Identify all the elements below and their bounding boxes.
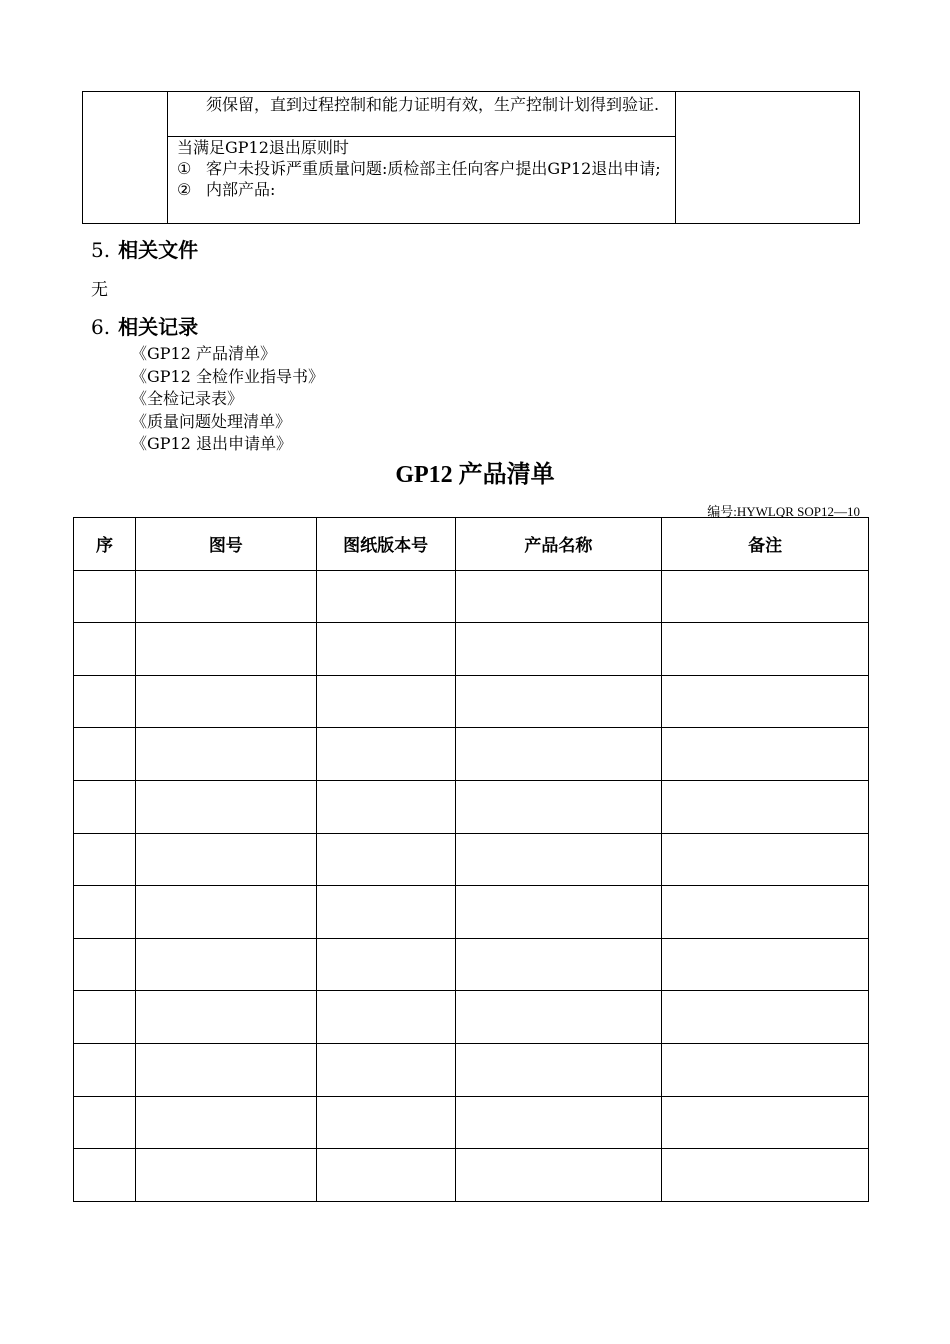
table-row [74,728,869,781]
table-cell[interactable] [316,623,455,676]
section-5-heading [91,234,198,263]
table-cell[interactable] [74,570,136,623]
table-cell[interactable] [135,938,316,991]
section-5-number: 5. [91,238,111,262]
column-header-drawing-no: 图号 [135,518,316,571]
table-cell[interactable] [74,728,136,781]
exit-item-text: 内部产品: [206,180,276,199]
table-cell[interactable] [316,675,455,728]
table-cell[interactable] [316,1043,455,1096]
form-code: 编号:HYWLQR SOP12—10 [707,504,860,519]
section-6-title: 相关记录 [118,315,199,339]
table-row [74,1149,869,1202]
table-row [74,623,869,676]
section-5-content: 无 [91,280,108,300]
table-cell[interactable] [316,886,455,939]
table-cell[interactable] [662,728,869,781]
table-cell[interactable] [74,1149,136,1202]
table-cell[interactable] [135,623,316,676]
table-cell[interactable] [455,886,662,939]
table-cell[interactable] [74,675,136,728]
table-cell[interactable] [74,780,136,833]
section-6-heading [91,311,198,340]
table-cell[interactable] [455,1149,662,1202]
table-cell[interactable] [316,570,455,623]
table-cell[interactable] [662,1149,869,1202]
exit-item-text: 客户未投诉严重质量问题:质检部主任向客户提出GP12退出申请; [206,159,661,178]
table-cell[interactable] [135,886,316,939]
exit-item [177,158,667,179]
table-row [74,675,869,728]
record-item: 《质量问题处理清单》 [131,411,292,431]
table-cell[interactable] [662,991,869,1044]
table-cell[interactable] [316,833,455,886]
table-cell[interactable] [74,623,136,676]
table-cell[interactable] [74,938,136,991]
table-header-row [74,518,869,571]
table-cell[interactable] [455,991,662,1044]
table-cell[interactable] [455,623,662,676]
table-cell[interactable] [455,780,662,833]
column-header-seq: 序 [74,518,136,571]
table-cell[interactable] [662,675,869,728]
table-row [74,570,869,623]
table-cell[interactable] [135,675,316,728]
record-item: 《GP12 产品清单》 [131,344,276,363]
table-row [74,886,869,939]
table-cell[interactable] [662,938,869,991]
form-title: GP12 产品清单 [395,462,555,488]
product-list-table [73,517,869,1202]
continuation-left-cell [83,92,168,223]
table-cell[interactable] [135,991,316,1044]
table-cell[interactable] [316,938,455,991]
continuation-mid-column [168,92,676,223]
table-cell[interactable] [135,833,316,886]
table-row [74,780,869,833]
table-cell[interactable] [316,780,455,833]
column-header-drawing-version: 图纸版本号 [316,518,455,571]
continuation-row2 [168,137,675,223]
table-cell[interactable] [316,1149,455,1202]
table-cell[interactable] [455,675,662,728]
table-cell[interactable] [74,1043,136,1096]
table-cell[interactable] [74,1096,136,1149]
table-cell[interactable] [455,728,662,781]
exit-item-number: ② [177,180,192,199]
table-row [74,938,869,991]
table-cell[interactable] [455,833,662,886]
table-row [74,833,869,886]
exit-condition: 当满足GP12退出原则时 [177,138,349,157]
table-cell[interactable] [74,833,136,886]
table-row [74,991,869,1044]
table-cell[interactable] [316,991,455,1044]
table-cell[interactable] [662,570,869,623]
continuation-row1-text: 须保留，直到过程控制和能力证明有效，生产控制计划得到验证. [168,92,675,137]
table-cell[interactable] [316,728,455,781]
table-cell[interactable] [455,938,662,991]
table-cell[interactable] [135,728,316,781]
table-cell[interactable] [135,780,316,833]
exit-item [177,179,667,200]
section-5-title: 相关文件 [118,238,199,262]
table-cell[interactable] [455,1043,662,1096]
table-cell[interactable] [455,1096,662,1149]
table-cell[interactable] [662,833,869,886]
table-cell[interactable] [662,1043,869,1096]
exit-item-number: ① [177,159,192,178]
table-cell[interactable] [662,623,869,676]
record-item: 《全检记录表》 [131,389,244,408]
table-row [74,1043,869,1096]
column-header-remarks: 备注 [662,518,869,571]
record-item: 《GP12 退出申请单》 [131,434,292,453]
table-cell[interactable] [135,1096,316,1149]
table-cell[interactable] [662,1096,869,1149]
continuation-table [82,91,860,224]
column-header-product-name: 产品名称 [455,518,662,571]
table-cell[interactable] [455,570,662,623]
table-cell[interactable] [135,1043,316,1096]
table-cell[interactable] [662,780,869,833]
table-row [74,1096,869,1149]
table-cell[interactable] [316,1096,455,1149]
table-cell[interactable] [74,886,136,939]
record-list [131,343,324,456]
table-cell[interactable] [135,1149,316,1202]
table-cell[interactable] [74,991,136,1044]
table-cell[interactable] [662,886,869,939]
section-6-number: 6. [91,315,111,339]
table-cell[interactable] [135,570,316,623]
record-item: 《GP12 全检作业指导书》 [131,366,324,386]
table-body [74,570,869,1201]
